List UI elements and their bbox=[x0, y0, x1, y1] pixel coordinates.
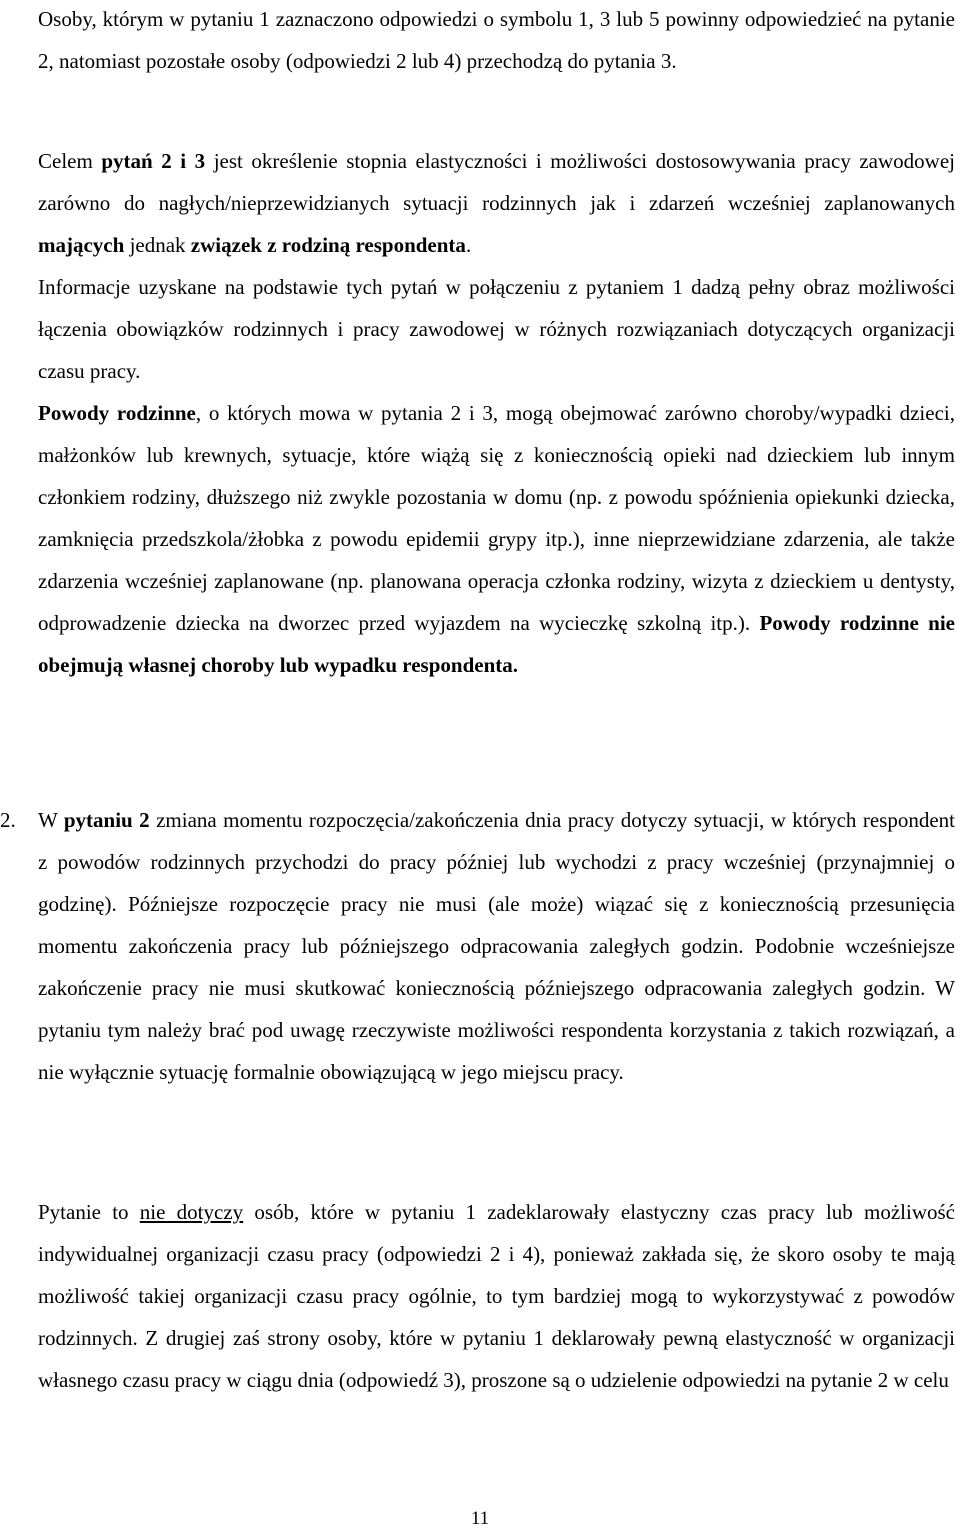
text-run: jednak bbox=[124, 233, 191, 257]
bold-run: pytaniu 2 bbox=[63, 808, 150, 832]
section-2 bbox=[0, 799, 955, 1093]
paragraph-information bbox=[38, 266, 955, 392]
paragraph-not-applicable bbox=[38, 1191, 955, 1401]
bold-run: związek z rodziną respondenta bbox=[190, 233, 466, 257]
paragraph-text: Osoby, którym w pytaniu 1 zaznaczono odpowiedzi o symbolu 1, 3 lub 5 powinny odpowiedzieć na pytanie 2, natomiast pozostałe osoby (odpowiedzi 2 lub 4) przechodzą do pytania 3. bbox=[38, 7, 955, 73]
underlined-run: nie dotyczy bbox=[139, 1200, 244, 1224]
page-number: 11 bbox=[470, 1508, 490, 1529]
section-number: 2. bbox=[0, 808, 16, 832]
bold-run: Powody rodzinne nie obejmują własnej choroby lub wypadku respondenta. bbox=[38, 611, 955, 677]
paragraph-purpose bbox=[38, 140, 955, 686]
bold-run: pytań 2 i 3 bbox=[101, 149, 206, 173]
text-run: zmiana momentu rozpoczęcia/zakończenia dnia pracy dotyczy sytuacji, w których respondent z powodów rodzinnych przychodzi do pracy później lub wychodzi z pracy wcześniej (przynajmniej o godzinę). Późniejsze rozpoczęcie pracy nie musi (ale może) wiązać się z koniecznością przesunięcia momentu zakończenia pracy lub późniejszego odpracowania zaległych godzin. Podobnie wcześniejsze zakończenie pracy nie musi skutkować koniecznością późniejszego odpracowania zaległych godzin. W pytaniu tym należy brać pod uwagę rzeczywiste możliwości respondenta korzystania z takich rozwiązań, a nie wyłącznie sytuację formalnie obowiązującą w jego miejscu pracy. bbox=[38, 808, 955, 1084]
paragraph-text: Informacje uzyskane na podstawie tych pytań w połączeniu z pytaniem 1 dadzą pełny obraz możliwości łączenia obowiązków rodzinnych i pracy zawodowej w różnych rozwiązaniach dotyczących organizacji czasu pracy. bbox=[38, 275, 955, 383]
text-run: Celem bbox=[38, 149, 102, 173]
paragraph-routing-instructions bbox=[38, 0, 955, 82]
text-run: jest określenie stopnia elastyczności i możliwości dostosowywania pracy zawodowej zarówno do nagłych/nieprzewidzianych sytuacji rodzinnych jak i zdarzeń wcześniej zaplanowanych bbox=[38, 149, 955, 215]
text-run: W bbox=[38, 808, 64, 832]
bold-run: Powody rodzinne bbox=[38, 401, 196, 425]
text-run: . bbox=[465, 233, 472, 257]
paragraph-family-reasons bbox=[38, 392, 955, 686]
text-run: , o których mowa w pytania 2 i 3, mogą obejmować zarówno choroby/wypadki dzieci, małżonków lub krewnych, sytuacje, które wiążą się z koniecznością opieki nad dzieckiem lub innym członkiem rodziny, dłuższego niż zwykle pozostania w domu (np. z powodu spóźnienia opiekunki dziecka, zamknięcia przedszkola/żłobka z powodu epidemii grypy itp.), inne nieprzewidziane zdarzenia, ale także zdarzenia wcześniej zaplanowane (np. planowana operacja członka rodziny, wizyta z dzieckiem u dentysty, odprowadzenie dziecka na dworzec przed wyjazdem na wycieczkę szkolną itp.). bbox=[38, 401, 955, 635]
text-run: Pytanie to bbox=[38, 1200, 140, 1224]
text-run: osób, które w pytaniu 1 zadeklarowały elastyczny czas pracy lub możliwość indywidualnej organizacji czasu pracy (odpowiedzi 2 i 4), ponieważ zakłada się, że skoro osoby te mają możliwość takiej organizacji czasu pracy ogólnie, to tym bardziej mogą to wykorzystywać z powodów rodzinnych. Z drugiej zaś strony osoby, które w pytaniu 1 deklarowały pewną elastyczność w organizacji własnego czasu pracy w ciągu dnia (odpowiedź 3), proszone są o udzielenie odpowiedzi na pytanie 2 w celu bbox=[38, 1200, 955, 1392]
bold-run: mających bbox=[38, 233, 125, 257]
